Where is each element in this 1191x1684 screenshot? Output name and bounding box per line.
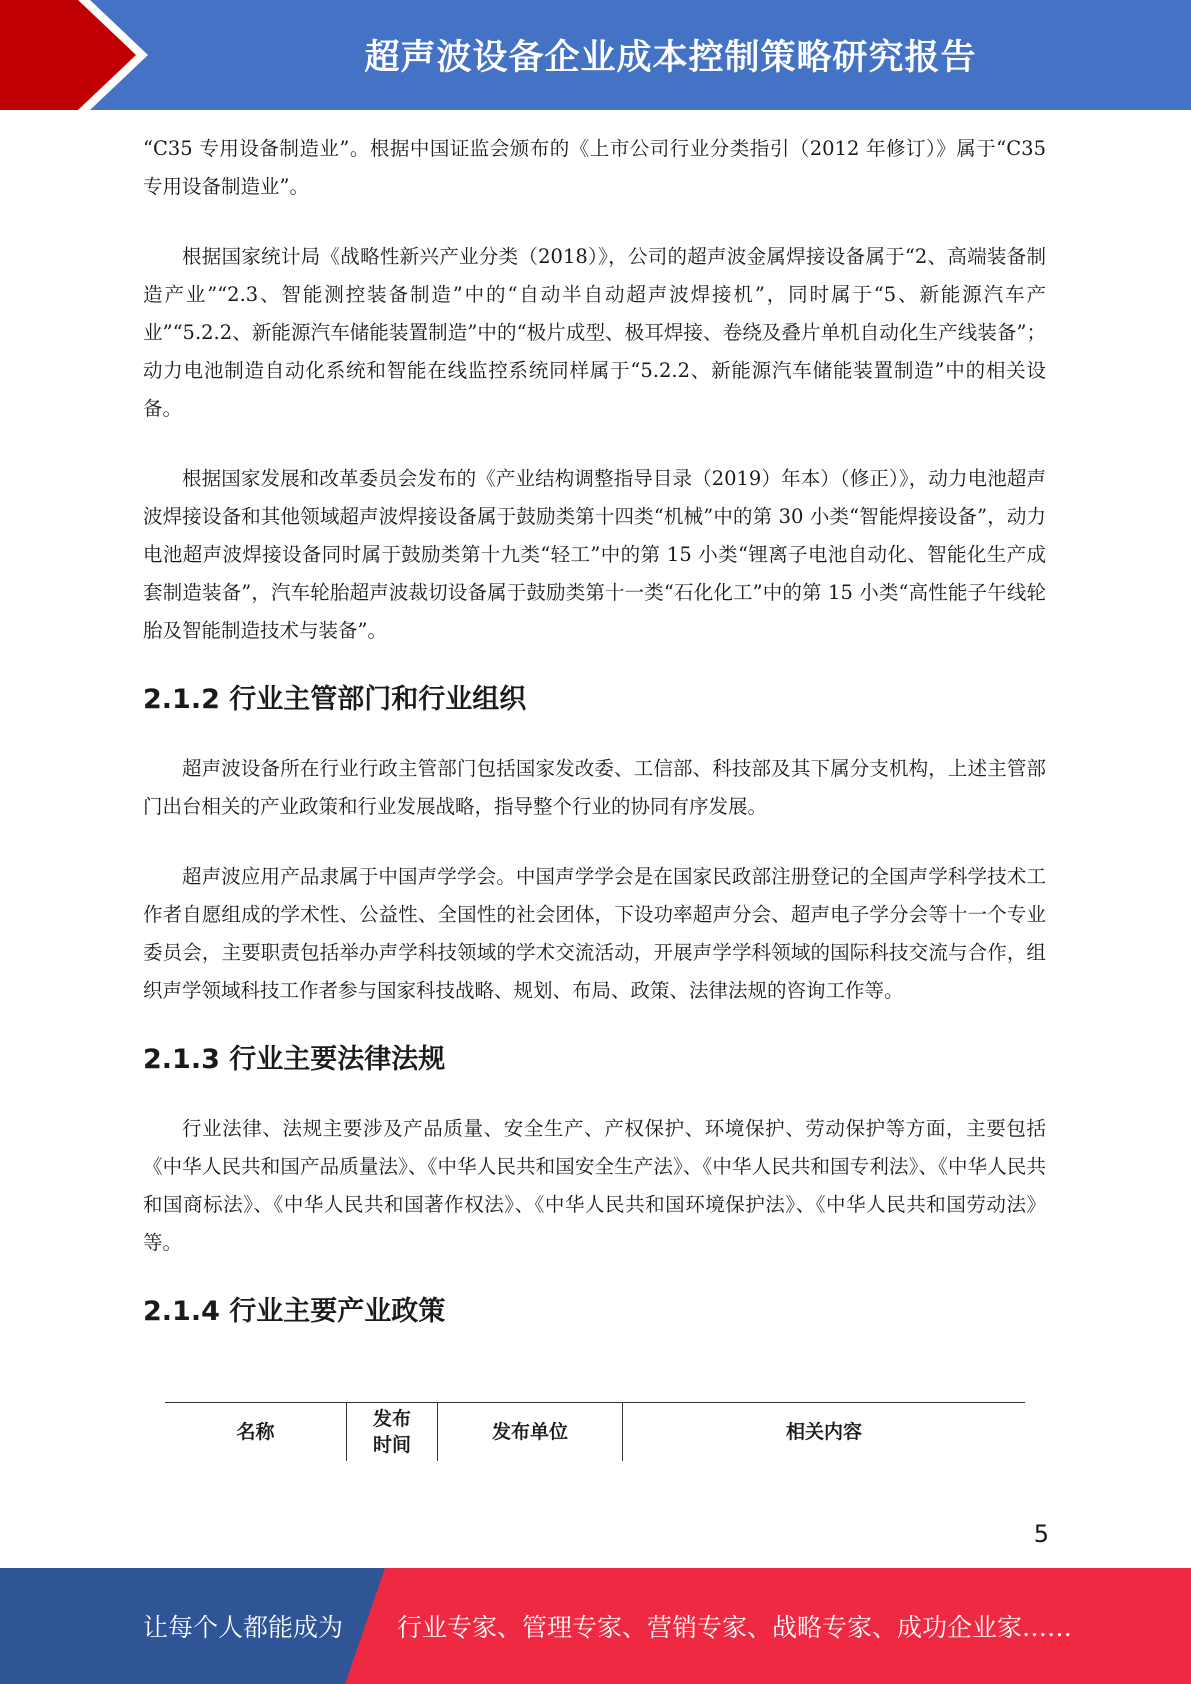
footer-slogan-left: 让每个人都能成为	[143, 1613, 344, 1642]
paragraph-strategic-emerging-industries: 根据国家统计局《战略性新兴产业分类（2018）》，公司的超声波金属焊接设备属于“2、高端装备制造产业”“2.3、智能测控装备制造”中的“自动半自动超声波焊接机”，同时属于“5、新能源汽车产业”“5.2.2、新能源汽车储能装置制造”中的“极片成型、极耳焊接、卷绕及叠片单机自动化生产线装备”；动力电池制造自动化系统和智能在线监控系统同样属于“5.2.2、新能源汽车储能装置制造”中的相关设备。	[143, 245, 1046, 420]
page-number: 5	[1033, 1520, 1049, 1548]
paragraph-laws-regulations: 行业法律、法规主要涉及产品质量、安全生产、产权保护、环境保护、劳动保护等方面，主要包括《中华人民共和国产品质量法》、《中华人民共和国安全生产法》、《中华人民共和国专利法》、《中华人民共和国商标法》、《中华人民共和国著作权法》、《中华人民共和国环境保护法》、《中华人民共和国劳动法》等。	[143, 1117, 1046, 1254]
section-heading-2-1-2: 2.1.2 行业主管部门和行业组织	[143, 684, 527, 715]
paragraph-acoustical-society: 超声波应用产品隶属于中国声学学会。中国声学学会是在国家民政部注册登记的全国声学科学技术工作者自愿组成的学术性、公益性、全国性的社会团体，下设功率超声分会、超声电子学分会等十一个专业委员会，主要职责包括举办声学科技领域的学术交流活动，开展声学学科领域的国际科技交流与合作，组织声学领域科技工作者参与国家科技战略、规划、布局、政策、法律法规的咨询工作等。	[143, 865, 1046, 1002]
header-red-arrow-decoration	[0, 0, 150, 110]
paragraph-industrial-structure-catalog: 根据国家发展和改革委员会发布的《产业结构调整指导目录（2019）年本）（修正）》，动力电池超声波焊接设备和其他领域超声波焊接设备属于鼓励类第十四类“机械”中的第 30 小类“智能焊接设备”，动力电池超声波焊接设备同时属于鼓励类第十九类“轻工”中的第 15 小类“锂离子电池自动化、智能化生产成套制造装备”，汽车轮胎超声波裁切设备属于鼓励类第十一类“石化化工”中的第 15 小类“高性能子午线轮胎及智能制造技术与装备”。	[143, 467, 1046, 642]
column-header-issuer: 发布单位	[438, 1403, 623, 1462]
page-content	[143, 130, 1046, 1362]
column-header-release-time	[347, 1403, 438, 1462]
column-header-name: 名称	[165, 1403, 347, 1462]
column-header-release-time-line2: 时间	[372, 1434, 411, 1456]
paragraph-industry-classification-continued: “C35 专用设备制造业”。根据中国证监会颁布的《上市公司行业分类指引（2012 年修订）》属于“C35 专用设备制造业”。	[143, 137, 1046, 198]
footer-slogan-right: 行业专家、管理专家、营销专家、战略专家、成功企业家……	[397, 1613, 1073, 1642]
table-header-row	[165, 1403, 1025, 1462]
report-title: 超声波设备企业成本控制策略研究报告	[364, 38, 977, 78]
column-header-release-time-line1: 发布	[372, 1408, 411, 1430]
section-heading-2-1-4: 2.1.4 行业主要产业政策	[143, 1296, 446, 1327]
policy-table	[165, 1402, 1025, 1461]
paragraph-competent-authorities: 超声波设备所在行业行政主管部门包括国家发改委、工信部、科技部及其下属分支机构，上述主管部门出台相关的产业政策和行业发展战略，指导整个行业的协同有序发展。	[143, 757, 1046, 818]
section-heading-2-1-3: 2.1.3 行业主要法律法规	[143, 1044, 446, 1075]
page-header	[0, 0, 1191, 110]
column-header-content: 相关内容	[623, 1403, 1026, 1462]
page-footer	[0, 1568, 1191, 1684]
